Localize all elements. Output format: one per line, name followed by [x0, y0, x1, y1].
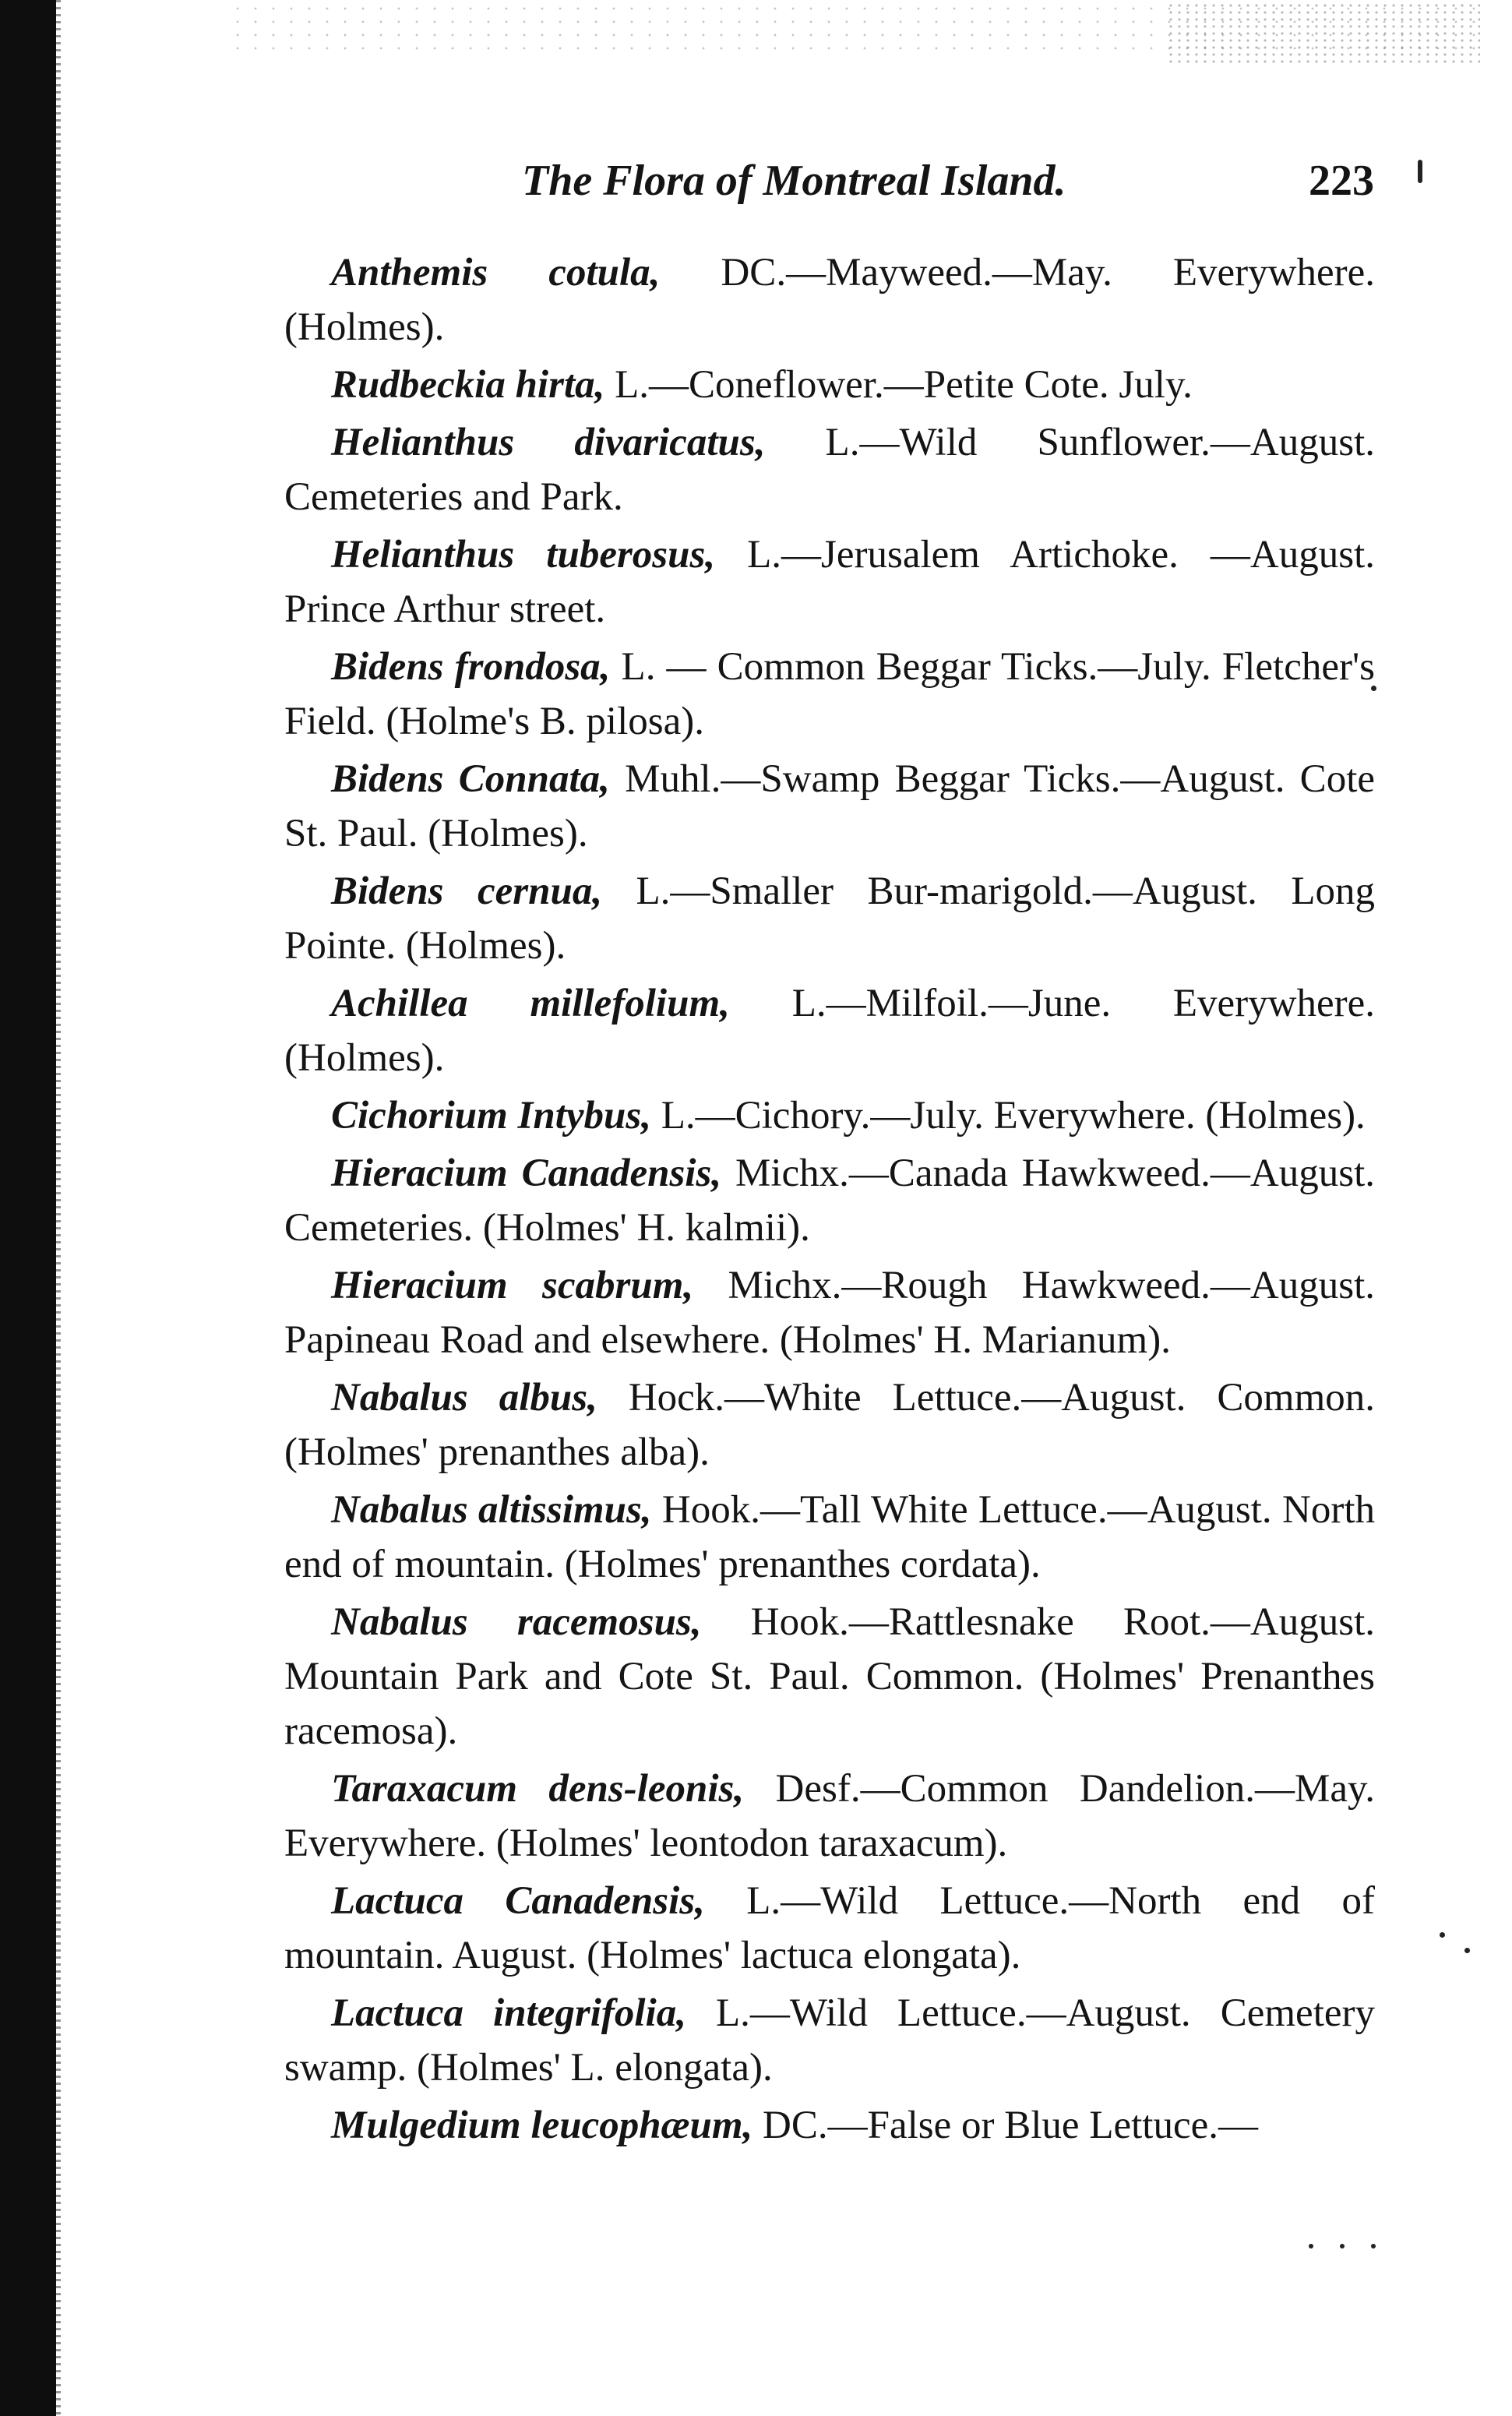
stray-mark — [1371, 2244, 1376, 2248]
species-details: DC.—False or Blue Lettuce.— — [752, 2104, 1258, 2147]
species-name: Lactuca integrifolia, — [331, 1991, 686, 2035]
species-entry — [284, 1874, 1375, 1983]
species-name: Cichorium Intybus, — [331, 1094, 651, 1137]
species-entry — [284, 245, 1375, 354]
species-name: Nabalus altissimus, — [331, 1488, 652, 1532]
species-details: L.—Jerusalem Artichoke. —August. Prince Arthur street. — [284, 533, 1375, 631]
species-details: L. — Common Beggar Ticks.—July. Fletcher's Field. (Holme's B. pilosa). — [284, 645, 1375, 743]
species-entry — [284, 1483, 1375, 1592]
species-entry — [284, 752, 1375, 861]
species-details: DC.—Mayweed.—May. Everywhere. (Holmes). — [284, 251, 1376, 349]
species-name: Mulgedium leucophæum, — [331, 2104, 753, 2147]
species-details: L.—Smaller Bur-marigold.—August. Long Pointe. (Holmes). — [284, 869, 1375, 968]
species-name: Helianthus tuberosus, — [331, 533, 716, 577]
scan-top-noise-dense — [1168, 3, 1480, 65]
species-entry — [284, 976, 1375, 1085]
species-details: Hook.—Tall White Lettuce.—August. North end of mountain. (Holmes' prenanthes cordata). — [284, 1488, 1375, 1586]
scan-edge-shadow — [0, 0, 56, 2416]
species-name: Rudbeckia hirta, — [331, 363, 605, 407]
species-details: L.—Milfoil.—June. Everywhere. (Holmes). — [284, 982, 1375, 1080]
species-details: Desf.—Common Dandelion.—May. Everywhere. (Holmes' leontodon taraxacum). — [284, 1767, 1375, 1865]
species-entry — [284, 640, 1375, 749]
stray-mark — [1440, 1932, 1445, 1938]
species-entry — [284, 1370, 1375, 1480]
species-name: Bidens Connata, — [331, 757, 610, 801]
species-details: Muhl.—Swamp Beggar Ticks.—August. Cote St. Paul. (Holmes). — [284, 757, 1375, 855]
species-details: L.—Wild Sunflower.—August. Cemeteries and Park. — [284, 421, 1375, 519]
species-entry — [284, 1258, 1375, 1367]
species-entry — [284, 1088, 1375, 1143]
species-name: Nabalus albus, — [331, 1376, 597, 1420]
species-entry — [284, 864, 1375, 973]
species-entry — [284, 1762, 1375, 1871]
species-name: Bidens frondosa, — [331, 645, 611, 689]
species-details: L.—Wild Lettuce.—August. Cemetery swamp. (Holmes' L. elongata). — [284, 1991, 1375, 2090]
species-name: Hieracium Canadensis, — [331, 1152, 722, 1195]
stray-mark — [1464, 1948, 1470, 1953]
species-name: Taraxacum dens-leonis, — [331, 1767, 745, 1811]
species-details: Hock.—White Lettuce.—August. Common. (Holmes' prenanthes alba). — [284, 1376, 1376, 1474]
running-head — [280, 156, 1374, 218]
species-entry — [284, 2098, 1375, 2153]
species-entry — [284, 527, 1375, 637]
stray-mark — [1418, 160, 1422, 183]
running-title: The Flora of Montreal Island. — [522, 157, 1066, 205]
stray-mark — [1340, 2244, 1345, 2248]
species-entry — [284, 358, 1375, 412]
species-details: L.—Cichory.—July. Everywhere. (Holmes). — [650, 1094, 1366, 1137]
species-name: Nabalus racemosus, — [331, 1600, 702, 1644]
species-entry — [284, 1595, 1375, 1758]
species-entry — [284, 415, 1375, 524]
species-name: Hieracium scabrum, — [331, 1264, 694, 1307]
species-name: Achillea millefolium, — [331, 982, 730, 1025]
species-list — [284, 245, 1375, 2156]
species-details: L.—Wild Lettuce.—North end of mountain. August. (Holmes' lactuca elongata). — [284, 1879, 1375, 1977]
scan-edge-speckle — [56, 0, 61, 2416]
species-details: L.—Coneflower.—Petite Cote. July. — [604, 363, 1193, 407]
species-details: Hook.—Rattlesnake Root.—August. Mountain Park and Cote St. Paul. Common. (Holmes' Prenanthes racemosa). — [284, 1600, 1375, 1753]
species-details: Michx.—Rough Hawkweed.—August. Papineau Road and elsewhere. (Holmes' H. Marianum). — [284, 1264, 1375, 1362]
species-name: Bidens cernua, — [331, 869, 603, 913]
page-number: 223 — [1309, 157, 1374, 205]
species-name: Helianthus divaricatus, — [331, 421, 766, 464]
species-entry — [284, 1986, 1375, 2095]
species-name: Lactuca Canadensis, — [331, 1879, 705, 1923]
species-details: Michx.—Canada Hawkweed.—August. Cemeteries. (Holmes' H. kalmii). — [284, 1152, 1375, 1250]
stray-mark — [1309, 2244, 1313, 2248]
species-entry — [284, 1146, 1375, 1255]
species-name: Anthemis cotula, — [331, 251, 661, 295]
